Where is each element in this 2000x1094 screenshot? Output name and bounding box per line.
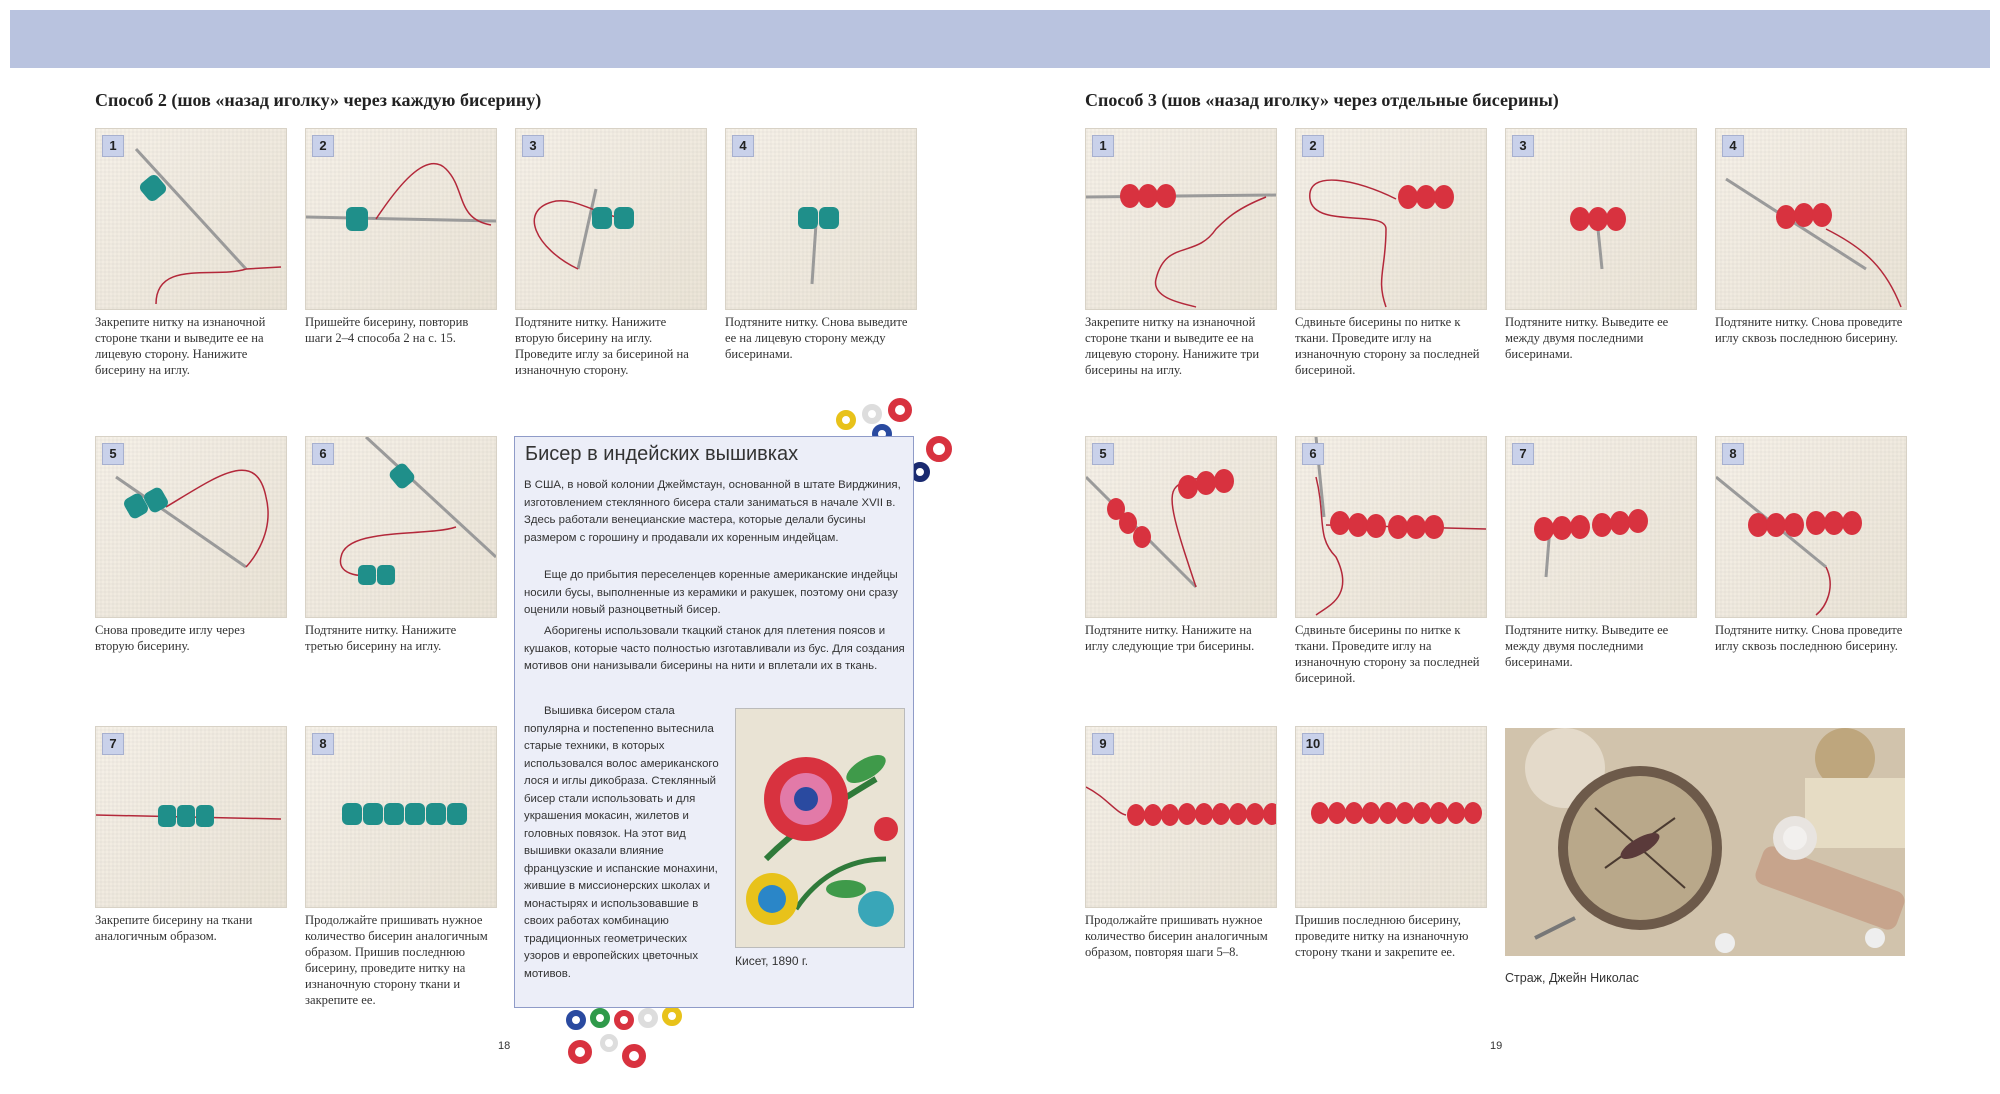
method2-step xyxy=(305,436,497,654)
step-caption: Продолжайте пришивать нужное количество бисерин аналогичным образом, повторяя шаги 5–8. xyxy=(1085,913,1268,959)
step-photo xyxy=(725,128,917,310)
step-caption: Закрепите нитку на изнаночной стороне ткани и выведите ее на лицевую сторону. Нанижите бисерину на иглу. xyxy=(95,315,266,377)
method2-step xyxy=(95,436,287,654)
step-number: 6 xyxy=(312,443,334,465)
step-number: 9 xyxy=(1092,733,1114,755)
method2-step xyxy=(725,128,917,362)
step-caption: Закрепите нитку на изнаночной стороне ткани и выведите ее на лицевую сторону. Нанижите три бисерины на иглу. xyxy=(1085,315,1260,377)
step-photo xyxy=(1295,128,1487,310)
step-number: 1 xyxy=(1092,135,1114,157)
step-number: 8 xyxy=(312,733,334,755)
step-caption: Подтяните нитку. Выведите ее между двумя последними бисеринами. xyxy=(1505,315,1669,361)
sidebar-paragraph: Еще до прибытия переселенцев коренные американские индейцы носили бусы, выполненные из керамики и ракушек, поэтому они сразу оценили новый разноцветный бисер. xyxy=(524,569,898,616)
step-number: 3 xyxy=(1512,135,1534,157)
method3-step xyxy=(1085,726,1277,960)
step-caption: Закрепите бисерину на ткани аналогичным образом. xyxy=(95,913,253,943)
page-number-right: 19 xyxy=(1490,1040,1503,1052)
step-caption: Сдвиньте бисерины по нитке к ткани. Проведите иглу на изнаночную сторону за последней бисериной. xyxy=(1295,315,1480,377)
step-number: 2 xyxy=(1302,135,1324,157)
step-caption: Подтяните нитку. Снова проведите иглу сквозь последнюю бисерину. xyxy=(1715,315,1903,345)
step-caption: Подтяните нитку. Нанижите на иглу следующие три бисерины. xyxy=(1085,623,1255,653)
method2-step xyxy=(305,726,497,1008)
step-caption: Пришив последнюю бисерину, проведите нитку на изнаночную сторону ткани и закрепите ее. xyxy=(1295,913,1469,959)
step-number: 7 xyxy=(1512,443,1534,465)
step-photo xyxy=(1295,436,1487,618)
method3-step xyxy=(1295,726,1487,960)
step-caption: Снова проведите иглу через вторую бисерину. xyxy=(95,623,245,653)
step-caption: Подтяните нитку. Выведите ее между двумя последними бисеринами. xyxy=(1505,623,1669,669)
method3-step xyxy=(1715,128,1907,346)
sidebar-title: Бисер в индейских вышивках xyxy=(525,443,799,465)
method3-step xyxy=(1085,436,1277,654)
step-number: 6 xyxy=(1302,443,1324,465)
step-photo xyxy=(95,726,287,908)
method3-step xyxy=(1295,436,1487,686)
method3-step xyxy=(1295,128,1487,378)
method2-step xyxy=(515,128,707,378)
method2-title: Способ 2 (шов «назад иголку» через каждую бисерину) xyxy=(95,90,542,110)
step-number: 4 xyxy=(732,135,754,157)
step-photo xyxy=(305,436,497,618)
step-caption: Подтяните нитку. Снова проведите иглу сквозь последнюю бисерину. xyxy=(1715,623,1903,653)
step-photo xyxy=(1295,726,1487,908)
step-caption: Подтяните нитку. Нанижите третью бисерину на иглу. xyxy=(305,623,457,653)
step-number: 10 xyxy=(1302,733,1324,755)
step-number: 8 xyxy=(1722,443,1744,465)
step-photo xyxy=(95,128,287,310)
step-caption: Продолжайте пришивать нужное количество бисерин аналогичным образом. Пришив последнюю бисерину, проведите нитку на изнаночную сторону ткани и закрепите ее. xyxy=(305,913,488,1007)
step-number: 2 xyxy=(312,135,334,157)
sidebar-paragraph: Аборигены использовали ткацкий станок для плетения поясов и кушаков, которые часто полностью изготавливали из бус. Для создания мотивов они нанизывали бисерины на нити и вплетали их в ткань. xyxy=(524,625,905,672)
sidebar-paragraph: Вышивка бисером стала популярна и постепенно вытеснила старые техники, в которых использовался волос американского лося и иглы дикобраза. Стеклянный бисер стали использовать и для украшения мокасин, жилетов и головных повязок. На этот вид вышивки оказали влияние французские и испанские монахини, жившие в миссионерских школах и монастырях и использовавшие в своих работах комбинацию традиционных геометрических узоров и европейских цветочных мотивов. xyxy=(524,705,719,980)
sidebar-paragraph: В США, в новой колонии Джеймстаун, основанной в штате Вирджиния, изготовлением стеклянного бисера стали заниматься в начале XVII в. Здесь работали венецианские мастера, которые делали бусины размером с горошину и продавали их коренным индейцам. xyxy=(524,479,901,544)
method3-step xyxy=(1715,436,1907,654)
step-caption: Подтяните нитку. Снова выведите ее на лицевую сторону между бисеринами. xyxy=(725,315,908,361)
step-number: 5 xyxy=(1092,443,1114,465)
sidebar-box xyxy=(514,436,914,1008)
step-photo xyxy=(1505,128,1697,310)
method3-step xyxy=(1085,128,1277,378)
step-photo xyxy=(515,128,707,310)
step-caption: Сдвиньте бисерины по нитке к ткани. Проведите иглу на изнаночную сторону за последней бисериной. xyxy=(1295,623,1480,685)
page-number-left: 18 xyxy=(498,1040,511,1052)
header-band xyxy=(10,10,1990,68)
step-photo xyxy=(1085,726,1277,908)
guardian-caption: Страж, Джейн Николас xyxy=(1505,971,1639,985)
step-caption: Пришейте бисерину, повторив шаги 2–4 способа 2 на с. 15. xyxy=(305,315,469,345)
step-photo xyxy=(95,436,287,618)
step-number: 1 xyxy=(102,135,124,157)
step-number: 5 xyxy=(102,443,124,465)
pouch-image xyxy=(735,708,905,948)
method2-step xyxy=(95,128,287,378)
method2-step xyxy=(95,726,287,944)
pouch-caption: Кисет, 1890 г. xyxy=(735,954,809,968)
step-number: 3 xyxy=(522,135,544,157)
step-photo xyxy=(1715,436,1907,618)
guardian-photo xyxy=(1505,728,1905,956)
step-photo xyxy=(305,726,497,908)
method3-step xyxy=(1505,436,1697,670)
step-caption: Подтяните нитку. Нанижите вторую бисерину на иглу. Проведите иглу за бисериной на изнаночную сторону. xyxy=(515,315,689,377)
step-photo xyxy=(1085,128,1277,310)
step-number: 4 xyxy=(1722,135,1744,157)
method3-step xyxy=(1505,128,1697,362)
step-photo xyxy=(305,128,497,310)
step-number: 7 xyxy=(102,733,124,755)
step-photo xyxy=(1715,128,1907,310)
step-photo xyxy=(1505,436,1697,618)
method2-step xyxy=(305,128,497,346)
step-photo xyxy=(1085,436,1277,618)
method3-title: Способ 3 (шов «назад иголку» через отдельные бисерины) xyxy=(1085,90,1559,110)
